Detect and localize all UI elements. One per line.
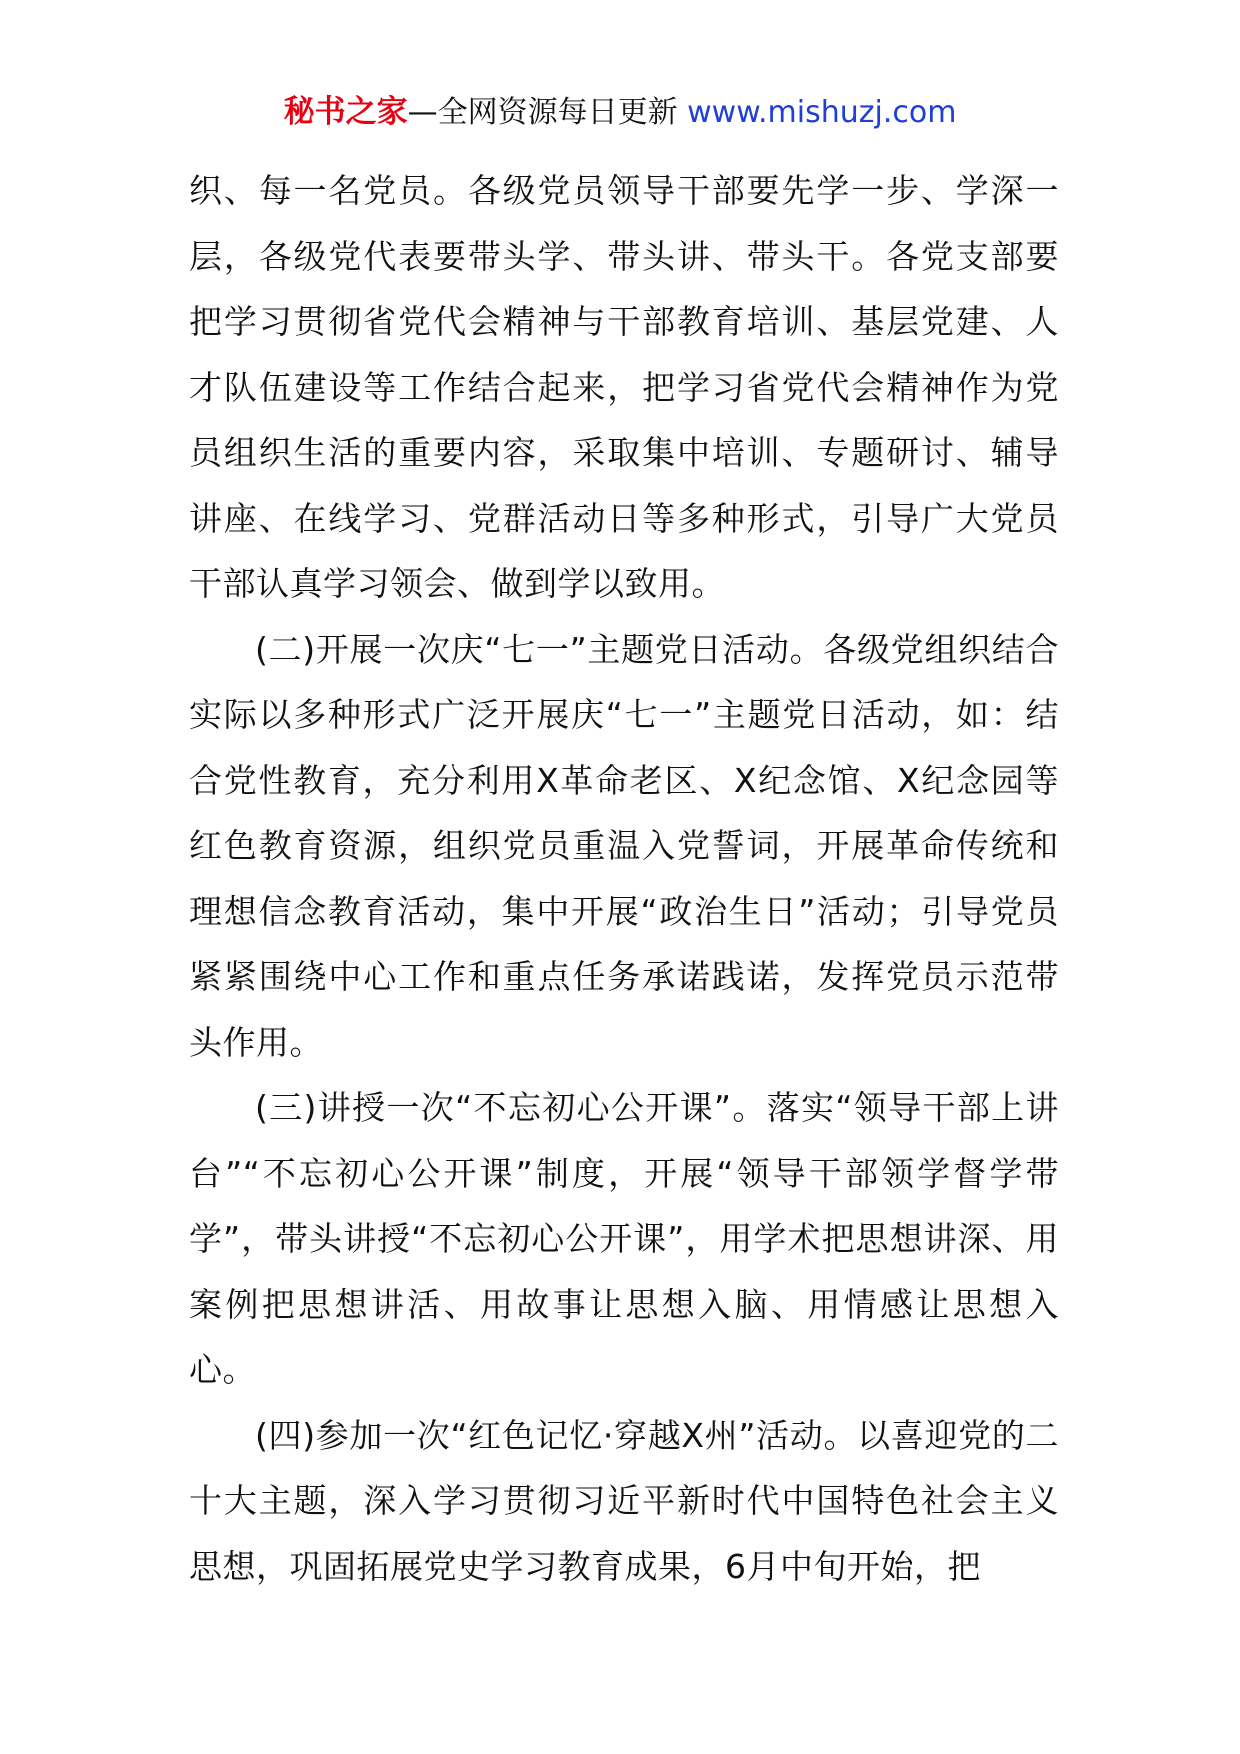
paragraph-section-2: (二)开展一次庆“七一”主题党日活动。各级党组织结合实际以多种形式广泛开展庆“七一”主题党日活动，如：结合党性教育，充分利用X革命老区、X纪念馆、X纪念园等红色教育资源，组织党员重温入党誓词，开展革命传统和理想信念教育活动，集中开展“政治生日”活动；引导党员紧紧围绕中心工作和重点任务承诺践诺，发挥党员示范带头作用。 xyxy=(189,629,1059,1062)
document-body xyxy=(189,158,1059,1599)
paragraph-continuation: 织、每一名党员。各级党员领导干部要先学一步、学深一层，各级党代表要带头学、带头讲、带头干。各党支部要把学习贯彻省党代会精神与干部教育培训、基层党建、人才队伍建设等工作结合起来，把学习省党代会精神作为党员组织生活的重要内容，采取集中培训、专题研讨、辅导讲座、在线学习、党群活动日等多种形式，引导广大党员干部认真学习领会、做到学以致用。 xyxy=(189,171,1059,603)
header-site-link[interactable]: www.mishuzj.com xyxy=(687,95,957,130)
page-header xyxy=(0,92,1240,133)
header-brand: 秘书之家 xyxy=(283,94,408,130)
paragraph-section-3: (三)讲授一次“不忘初心公开课”。落实“领导干部上讲台”“不忘初心公开课”制度，开展“领导干部领学督学带学”，带头讲授“不忘初心公开课”，用学术把思想讲深、用案例把思想讲活、用故事让思想入脑、用情感让思想入心。 xyxy=(189,1088,1059,1389)
header-slogan: —全网资源每日更新 xyxy=(407,95,688,130)
paragraph-section-4: (四)参加一次“红色记忆·穿越X州”活动。以喜迎党的二十大主题，深入学习贯彻习近平新时代中国特色社会主义思想，巩固拓展党史学习教育成果，6月中旬开始，把 xyxy=(189,1415,1059,1586)
